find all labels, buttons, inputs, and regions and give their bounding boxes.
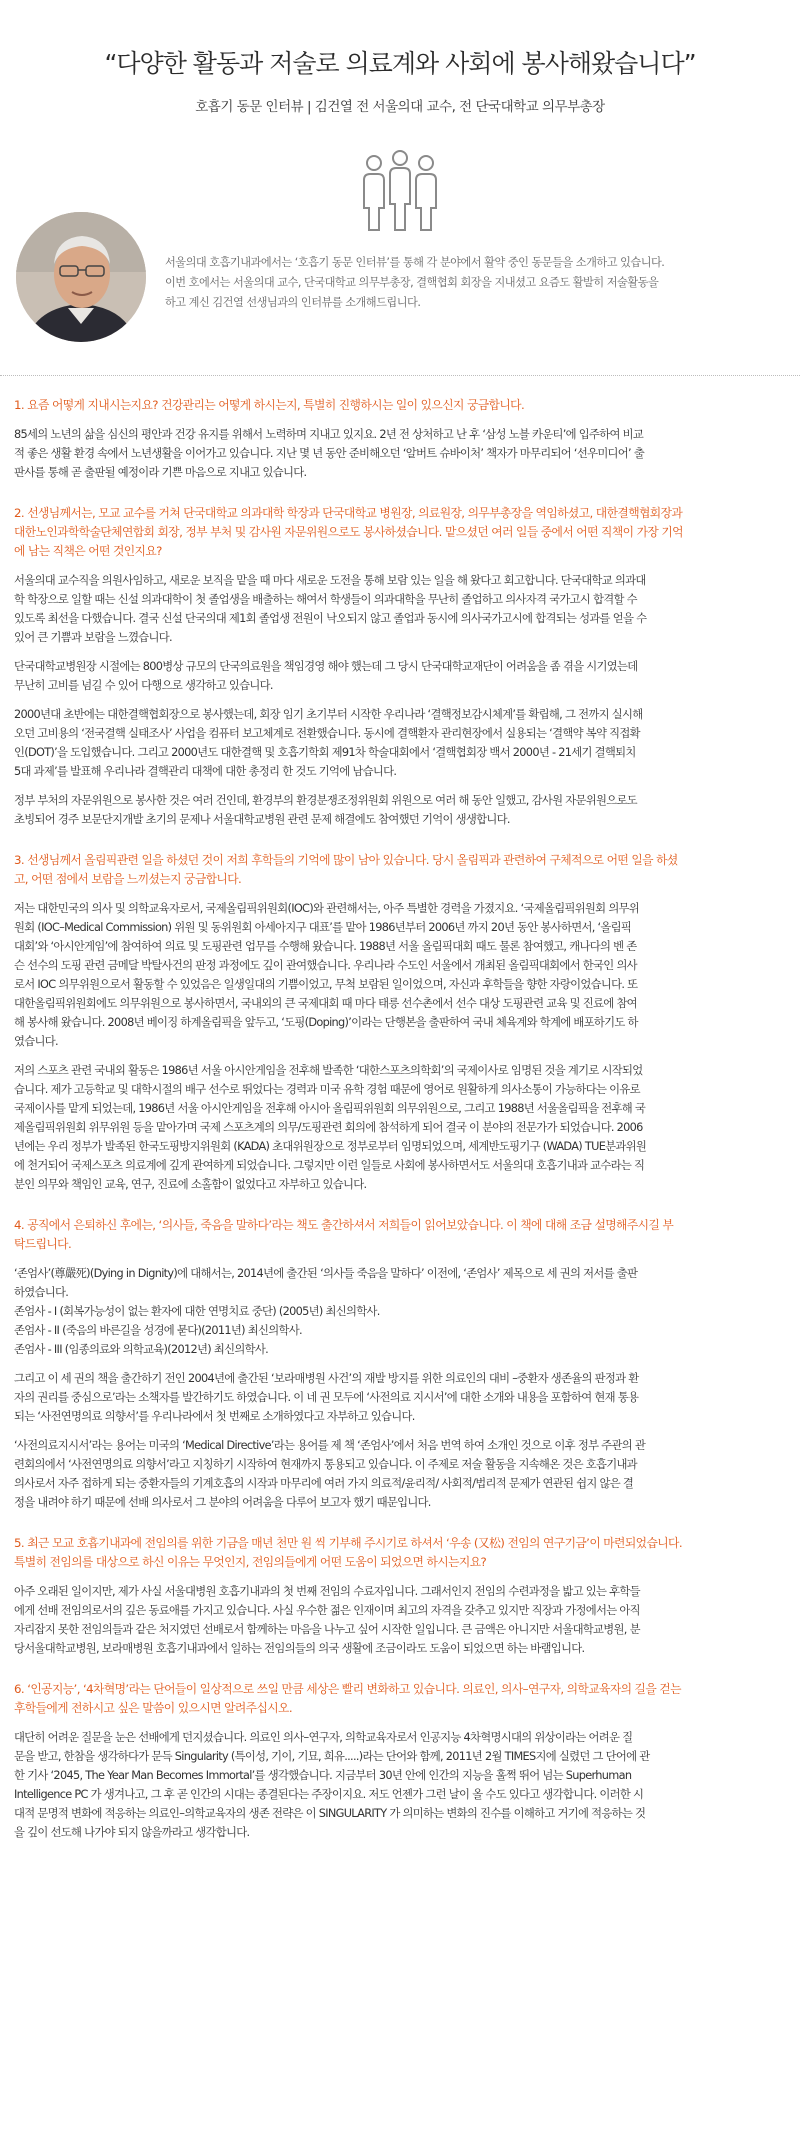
- answer-6: 대단히 어려운 질문을 눈은 선배에게 던지셨습니다. 의료인 의사–연구자, 의학교육자로서 인공지능 4차혁명시대의 위상이라는 어려운 질 문을 받고, 한참을 생각하다가 문득 Singularity (특이성, 기이, 기묘, 희유.....)라는 단어와 함께, 2011년 2월 TIMES지에 실렸던 그 단어에 관 한 기사 ‘2045, The Year Man Becomes Immortal’를 생각했습니다. 지금부터 30년 안에 인간의 지능을 훌쩍 뛰어 넘는 Superhuman Intelligence PC 가 생겨나고, 그 후 곧 인간의 시대는 종결된다는 주장이지요. 저도 언젠가 그런 날이 올 수도 있다고 생각합니다. 이러한 시 대적 문명적 변화에 적응하는 의료인–의학교육자의 생존 전략은 이 SINGULARITY 가 의미하는 변화의 진수를 이해하고 거기에 적응하는 것 을 깊이 선도해 나가야 되지 않을까라고 생각합니다.: [14, 1730, 650, 1839]
- answer-1: 85세의 노년의 삶을 심신의 평안과 건강 유지를 위해서 노력하며 지내고 있지요. 2년 전 상처하고 난 후 ‘삼성 노블 카운티’에 입주하여 비교 적 좋은 생활 환경 속에서 노년생활을 이어가고 있습니다. 지난 몇 년 동안 준비해오던 ‘알버트 슈바이처’ 책자가 마무리되어 ‘선우미디어’ 출 판사를 통해 곧 출판될 예정이라 기쁜 마음으로 지내고 있습니다.: [14, 427, 645, 479]
- intro-text: [165, 253, 790, 313]
- answer-5: 아주 오래된 일이지만, 제가 사실 서울대병원 호흡기내과의 첫 번째 전임의 수료자입니다. 그래서인지 전임의 수련과정을 밟고 있는 후학들 에게 선배 전임의로서의 깊은 동료애를 가지고 있습니다. 사실 우수한 젊은 인재이며 최고의 자격을 갖추고 있지만 직장과 가정에서는 아직 자리잡지 못한 전임의들과 같은 처지였던 선배로서 함께하는 마음을 나누고 싶어 시작한 일입니다. 큰 금액은 아니지만 서울대학교병원, 분 당서울대학교병원, 보라매병원 호흡기내과에서 일하는 전임의들의 의국 생활에 조금이라도 도움이 되었으면 하는 바램입니다.: [14, 1584, 640, 1655]
- page-subtitle: 호흡기 동문 인터뷰 | 김건열 전 서울의대 교수, 전 단국대학교 의무부총장: [195, 99, 605, 115]
- answer-4-paragraph: 그리고 이 세 권의 책을 출간하기 전인 2004년에 출간된 ‘보라매병원 사건’의 재발 방지를 위한 의료인의 대비 –중환자 생존율의 판정과 환 자의 권리를 중심으로’라는 소책자를 발간하기도 하였습니다. 이 네 권 모두에 ‘사전의료 지시서’에 대한 소개와 내용을 포함하여 현재 통용 되는 ‘사전연명의료 의향서’를 우리나라에서 첫 번째로 소개하였다고 자부하고 있습니다.: [14, 1371, 639, 1423]
- answer-2-paragraph: 정부 부처의 자문위원으로 봉사한 것은 여러 건인데, 환경부의 환경분쟁조정위원회 위원으로 여러 해 동안 일했고, 감사원 자문위원으로도 초빙되어 경주 보문단지개발 초기의 문제나 서울대학교병원 관련 문제 해결에도 참여했던 기억이 생생합니다.: [14, 793, 637, 826]
- section-divider: [0, 375, 800, 376]
- answer-2-paragraph: 서울의대 교수직을 의원사임하고, 새로운 보직을 맡을 때 마다 새로운 도전을 통해 보람 있는 일을 해 왔다고 회고합니다. 단국대학교 의과대 학 학장으로 일할 때는 신설 의과대학이 첫 졸업생을 배출하는 해여서 학생들이 의과대학을 무난히 졸업하고 의사자격 국가고시 합격할 수 있도록 최선을 다했습니다. 결국 신설 단국의대 제1회 졸업생 전원이 낙오되지 않고 졸업과 동시에 의사국가고시에 합격되는 성과를 얻을 수 있어 큰 기쁨과 보람을 느꼈습니다.: [14, 573, 647, 644]
- page-title: “다양한 활동과 저술로 의료계와 사회에 봉사해왔습니다”: [104, 49, 696, 78]
- question-5: 5. 최근 모교 호흡기내과에 전임의를 위한 기금을 매년 천만 원 씩 기부해 주시기로 하셔서 ‘우송 (又松) 전임의 연구기금’이 마련되었습니다. 특별히 전임의를 대상으로 하신 이유는 무엇인지, 전임의들에게 어떤 도움이 되었으면 하시는지요?: [14, 1536, 682, 1569]
- intro-line: 서울의대 호흡기내과에서는 ‘호흡기 동문 인터뷰’를 통해 각 분야에서 활약 중인 동문들을 소개하고 있습니다.: [165, 256, 665, 269]
- intro-line: 하고 계신 김건열 선생님과의 인터뷰를 소개해드립니다.: [165, 296, 421, 309]
- answer-4-paragraph: ‘사전의료지시서’라는 용어는 미국의 ‘Medical Directive’라는 용어를 제 책 ‘존엄사’에서 처음 번역 하여 소개인 것으로 이후 정부 주관의 관 련회의에서 ‘사전연명의료 의향서’라고 지칭하기 시작하여 현재까지 통용되고 있습니다. 이 주제로 저술 활동을 지속해온 것은 호흡기내과 의사로서 자주 접하게 되는 중환자들의 기계호흡의 시작과 마무리에 여러 가지 의료적/윤리적/ 사회적/법리적 문제가 연관된 쉽지 않은 결 정을 내려야 하기 때문에 선배 의사로서 그 분야의 어려움을 다루어 보고자 했기 때문입니다.: [14, 1438, 646, 1509]
- question-3: 3. 선생님께서 올림픽관련 일을 하셨던 것이 저희 후학들의 기억에 많이 남아 있습니다. 당시 올림픽과 관련하여 구체적으로 어떤 일을 하셨 고, 어떤 점에서 보람을 느끼셨는지 궁금합니다.: [14, 853, 678, 886]
- answer-2-paragraph: 단국대학교병원장 시절에는 800병상 규모의 단국의료원을 책임경영 해야 했는데 그 당시 단국대학교재단이 어려움을 좀 겪을 시기였는데 무난히 고비를 넘길 수 있어 다행으로 생각하고 있습니다.: [14, 659, 638, 692]
- people-icon: [361, 150, 439, 232]
- intro-line: 이번 호에서는 서울의대 교수, 단국대학교 의무부총장, 결핵협회 회장을 지내셨고 요즘도 활발히 저술활동을: [165, 276, 659, 289]
- answer-3-paragraph: 저의 스포츠 관련 국내외 활동은 1986년 서울 아시안게임을 전후해 발족한 ‘대한스포츠의학회’의 국제이사로 임명된 것을 계기로 시작되었 습니다. 제가 고등학교 및 대학시절의 배구 선수로 뛰었다는 경력과 미국 유학 경험 때문에 영어로 원활하게 의사소통이 가능하다는 이유로 국제이사를 맡게 되었는데, 1986년 서울 아시안게임을 전후해 아시아 올림픽위원회 의무위원으로, 그리고 1988년 서울올림픽을 전후해 국 제올림픽위원회 위무위원 등을 맡아가며 국제 스포츠계의 의무/도핑관련 회의에 참석하게 되어 결국 이 분야의 전문가가 되었습니다. 2006 년에는 우리 정부가 발족된 한국도핑방지위원회 (KADA) 초대위원장으로 정부로부터 임명되었으며, 세계반도핑기구 (WADA) TUE분과위원 에 천거되어 국제스포츠 의료계에 깊게 관여하게 되었습니다. 그렇지만 이런 일들로 사회에 봉사하면서도 서울의대 호흡기내과 교수라는 직 분인 의무와 책임인 교육, 연구, 진료에 소홀함이 없었다고 자부하고 있습니다.: [14, 1063, 647, 1191]
- portrait-image: [16, 212, 146, 342]
- interviewee-portrait: [16, 212, 146, 342]
- answer-3-paragraph: 저는 대한민국의 의사 및 의학교육자로서, 국제올림픽위원회(IOC)와 관련해서는, 아주 특별한 경력을 가졌지요. ‘국제올림픽위원회 의무위 원회 (IOC–Medical Commission) 위원 및 동위원회 아세아지구 대표’를 맡아 1986년부터 2006년 까지 20년 동안 봉사하면서, ‘올림픽 대회’와 ‘아시안게임’에 참여하여 의료 및 도핑관련 업무를 수행해 왔습니다. 1988년 서울 올림픽대회 때도 물론 참여했고, 캐나다의 벤 존 슨 선수의 도핑 관련 금메달 박탈사건의 판정 과정에도 깊이 관여했습니다. 우리나라 수도인 서울에서 개최된 올림픽대회에서 한국인 의사 로서 IOC 의무위원으로서 활동할 수 있었음은 일생일대의 기쁨이었고, 무척 보람된 일이었으며, 자신과 후학들을 향한 자랑이었습니다. 또 대한올림픽위원회에도 의무위원으로 봉사하면서, 국내외의 큰 국제대회 때 마다 태릉 선수촌에서 선수 대상 도핑관련 교육 및 진료에 참여 해 봉사해 왔습니다. 2008년 베이징 하계올림픽을 앞두고, ‘도핑(Doping)’이라는 단행본을 출판하여 국내 체육계와 학계에 배포하기도 하 였습니다.: [14, 901, 640, 1048]
- interview-body: [0, 396, 800, 1842]
- question-4: 4. 공직에서 은퇴하신 후에는, ‘의사들, 죽음을 말하다’라는 책도 출간하셔서 저희들이 읽어보았습니다. 이 책에 대해 조금 설명해주시길 부 탁드립니다.: [14, 1218, 674, 1251]
- question-2: 2. 선생님께서는, 모교 교수를 거쳐 단국대학교 의과대학 학장과 단국대학교 병원장, 의료원장, 의무부총장을 역임하셨고, 대한결핵협회장과 대한노인과학학술단체연합회 회장, 정부 부처 및 감사원 자문위원으로도 봉사하셨습니다. 맡으셨던 여러 일들 중에서 어떤 직책이 가장 기억 에 남는 직책은 어떤 것인지요?: [14, 506, 683, 558]
- answer-2-paragraph: 2000년대 초반에는 대한결핵협회장으로 봉사했는데, 회장 임기 초기부터 시작한 우리나라 ‘결핵정보감시체계’를 확립해, 그 전까지 실시해 오던 고비용의 ‘전국결핵 실태조사’ 사업을 컴퓨터 보고체계로 전환했습니다. 동시에 결핵환자 관리현장에서 실용되는 ‘결핵약 복약 직접확 인(DOT)’을 도입했습니다. 그리고 2000년도 대한결핵 및 호흡기학회 제91차 학술대회에서 ‘결핵협회장 백서 2000년 - 21세기 결핵퇴치 5대 과제’를 발표해 우리나라 결핵관리 대책에 대한 총정리 한 것도 기억에 남습니다.: [14, 707, 643, 778]
- answer-4-paragraph: ‘존엄사’(尊嚴死)(Dying in Dignity)에 대해서는, 2014년에 출간된 ‘의사들 죽음을 말하다’ 이전에, ‘존엄사’ 제목으로 세 권의 저서를 출판 하였습니다. 존엄사 - I (회복가능성이 없는 환자에 대한 연명치료 중단) (2005년) 최신의학사. 존엄사 - II (죽음의 바른길을 성경에 묻다)(2011년) 최신의학사. 존엄사 - III (임종의료와 의학교육)(2012년) 최신의학사.: [14, 1266, 638, 1356]
- question-6: 6. ‘인공지능’, ‘4차혁명’라는 단어들이 일상적으로 쓰일 만큼 세상은 빨리 변화하고 있습니다. 의료인, 의사–연구자, 의학교육자의 길을 걷는 후학들에게 전하시고 싶은 말씀이 있으시면 알려주십시오.: [14, 1682, 681, 1715]
- question-1: 1. 요즘 어떻게 지내시는지요? 건강관리는 어떻게 하시는지, 특별히 진행하시는 일이 있으신지 궁금합니다.: [14, 398, 525, 412]
